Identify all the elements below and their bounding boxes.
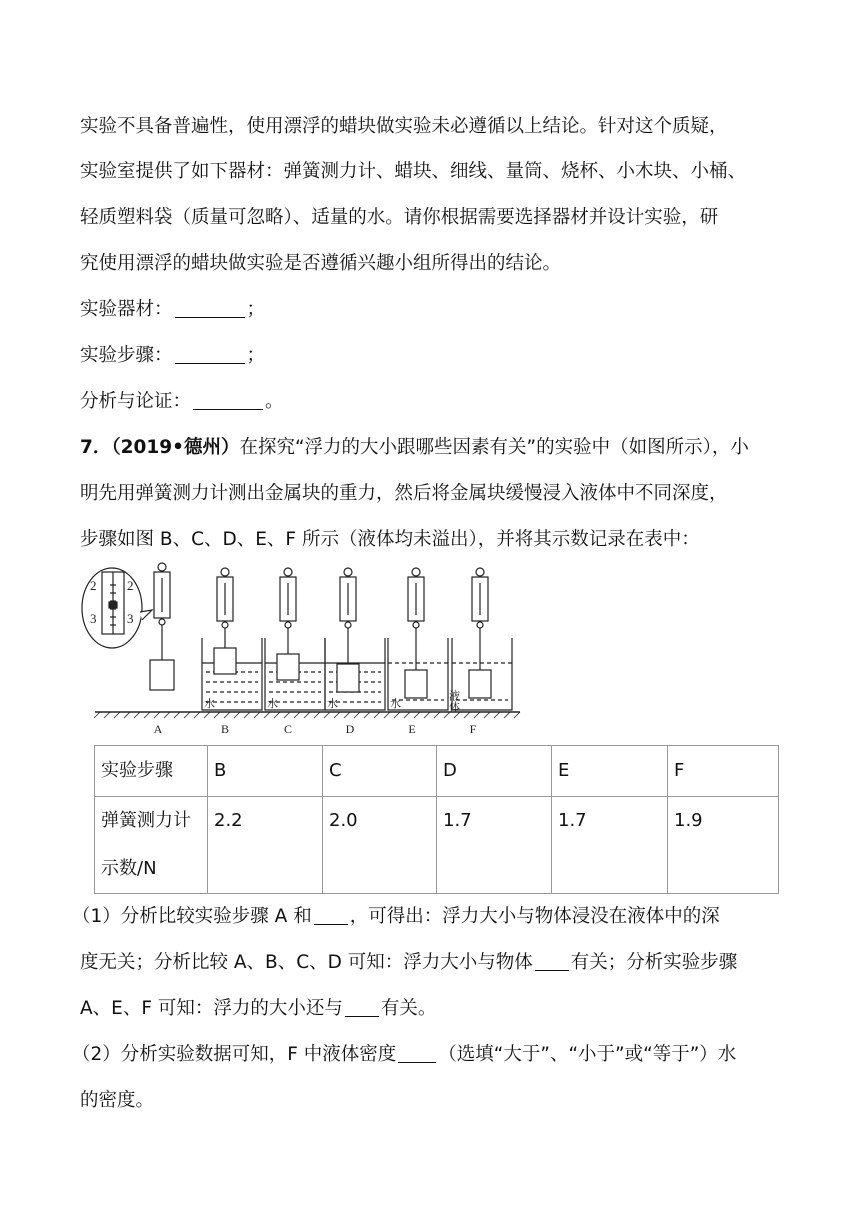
table-header-label: 实验步骤: [95, 746, 208, 797]
sub1-blank-2[interactable]: [535, 952, 569, 971]
materials-blank[interactable]: [175, 299, 245, 318]
sub2-blank[interactable]: [398, 1044, 436, 1063]
table-row-label: [95, 797, 208, 894]
zoom-number-2: 2: [127, 578, 134, 593]
sub2-line-1: [72, 1043, 736, 1067]
setup-b: [202, 568, 262, 710]
figure-label-f: F: [469, 722, 477, 736]
zoom-number-4: 3: [127, 611, 134, 626]
figure-label-a: A: [153, 722, 163, 736]
q7-text: 在探究“浮力的大小跟哪些因素有关”的实验中（如图所示），小: [239, 437, 749, 458]
sub1-blank-1[interactable]: [314, 906, 348, 925]
sub1-text-2a: 度无关；分析比较 A、B、C、D 可知：浮力大小与物体: [80, 952, 533, 973]
analysis-field: [80, 390, 284, 414]
sub1-line-1: [72, 905, 720, 929]
liquid-label-f: 液体: [447, 690, 461, 712]
liquid-label-e: 水: [390, 697, 401, 710]
sub2-text-1b: （选填“大于”、“小于”或“等于”）水: [438, 1044, 737, 1065]
sub2-line-2: 的密度。: [80, 1090, 155, 1111]
sub1-line-3: [80, 997, 436, 1021]
table-row: [95, 797, 779, 894]
setup-c: [265, 568, 325, 710]
liquid-label-d: 水: [327, 697, 338, 710]
table-value-c: 2.0: [323, 797, 437, 894]
setup-f: [452, 568, 512, 710]
sub1-text-3b: 有关。: [380, 998, 437, 1019]
table-step-e: E: [552, 746, 668, 797]
table-step-b: B: [208, 746, 323, 797]
materials-label: 实验器材：: [80, 299, 173, 320]
analysis-end: 。: [265, 391, 284, 412]
q7-line-1: [80, 436, 749, 460]
steps-field: [80, 344, 265, 368]
row-label-line-2: 示数/N: [101, 858, 157, 879]
liquid-label-c: 水: [267, 697, 278, 710]
liquid-label-b: 水: [204, 697, 215, 710]
q7-source: （2019•德州）: [111, 437, 240, 458]
sub1-text-1a: （1）分析比较实验步骤 A 和: [72, 906, 312, 927]
experiment-figure: [80, 560, 530, 740]
table-value-b: 2.2: [208, 797, 323, 894]
steps-end: ；: [246, 345, 266, 366]
intro-line-2: 实验室提供了如下器材：弹簧测力计、蜡块、细线、量筒、烧杯、小木块、小桶、: [80, 161, 747, 182]
sub1-text-1b: ，可得出：浮力大小与物体浸没在液体中的深: [349, 906, 720, 927]
steps-blank[interactable]: [175, 345, 245, 364]
zoom-number-3: 3: [90, 611, 97, 626]
figure-label-c: C: [283, 722, 293, 736]
sub1-text-2b: 有关；分析实验步骤: [570, 952, 738, 973]
sub1-line-2: [80, 951, 737, 975]
row-label-line-1: 弹簧测力计: [101, 810, 191, 831]
q7-line-2: 明先用弹簧测力计测出金属块的重力，然后将金属块缓慢浸入液体中不同深度，: [80, 483, 728, 504]
setup-e: [388, 568, 448, 710]
table-step-c: C: [323, 746, 437, 797]
intro-line-1: 实验不具备普遍性，使用漂浮的蜡块做实验未必遵循以上结论。针对这个质疑，: [80, 116, 728, 137]
analysis-label: 分析与论证：: [80, 391, 192, 412]
sub1-blank-3[interactable]: [345, 998, 379, 1017]
q7-line-3: 步骤如图 B、C、D、E、F 所示（液体均未溢出），并将其示数记录在表中：: [80, 529, 700, 550]
table-step-d: D: [437, 746, 552, 797]
analysis-blank[interactable]: [193, 391, 263, 410]
setup-d: [325, 568, 385, 710]
data-table: [94, 745, 779, 894]
sub2-text-1a: （2）分析实验数据可知，F 中液体密度: [72, 1044, 397, 1065]
table-step-f: F: [668, 746, 779, 797]
table-header-row: [95, 746, 779, 797]
materials-field: [80, 298, 265, 322]
q7-number: 7．: [80, 437, 112, 458]
figure-label-b: B: [220, 722, 230, 736]
materials-end: ；: [246, 299, 266, 320]
intro-line-4: 究使用漂浮的蜡块做实验是否遵循兴趣小组所得出的结论。: [80, 253, 562, 274]
intro-line-3: 轻质塑料袋（质量可忽略）、适量的水。请你根据需要选择器材并设计实验，研: [80, 207, 719, 228]
table-value-d: 1.7: [437, 797, 552, 894]
figure-label-e: E: [408, 722, 416, 736]
table-value-f: 1.9: [668, 797, 779, 894]
setup-a: [150, 563, 174, 690]
table-value-e: 1.7: [552, 797, 668, 894]
steps-label: 实验步骤：: [80, 345, 173, 366]
zoom-number-1: 2: [90, 578, 97, 593]
figure-label-d: D: [345, 722, 355, 736]
sub1-text-3a: A、E、F 可知：浮力的大小还与: [80, 998, 343, 1019]
